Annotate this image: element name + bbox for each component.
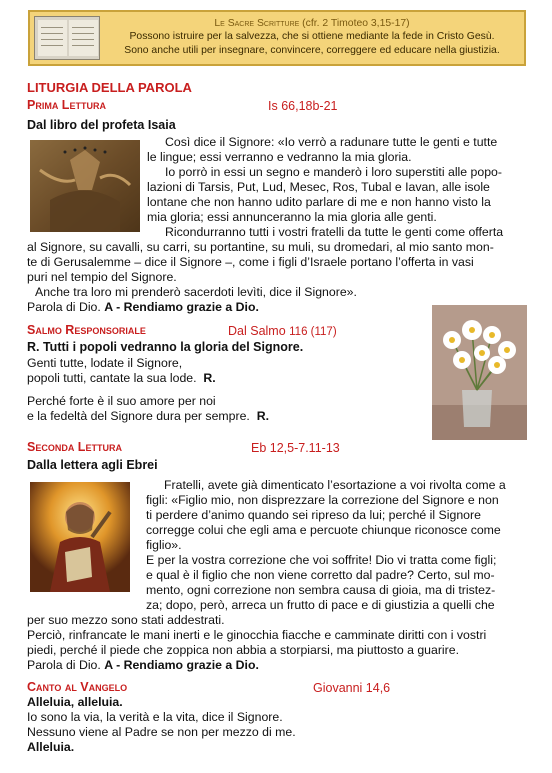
text-line: ti perdere d’animo quando sei ripreso da lui; perché il Signore — [146, 508, 481, 522]
second-reading-source: Dalla lettera agli Ebrei — [27, 458, 158, 472]
refrain-marker: R. — [256, 409, 270, 423]
banner-line: Possono istruire per la salvezza, che si ottiene mediante la fede in Cristo Gesù. — [129, 31, 495, 43]
text-line: Perciò, rinfrancate le mani inerti e le ginocchia fiacche e camminate diritti con i vostri — [27, 628, 487, 642]
psalm-ref — [228, 324, 337, 338]
gospel-acclamation-ref: Giovanni 14,6 — [313, 681, 391, 695]
header-banner — [28, 10, 526, 66]
banner-text — [102, 17, 522, 57]
daisies-vase-image — [432, 305, 527, 440]
first-reading-label: Prima Lettura — [27, 98, 106, 112]
psalm-label: Salmo Responsoriale — [27, 323, 146, 337]
psalm-ref-prefix: Dal Salmo — [228, 324, 290, 338]
text-line: popoli tutti, cantate la sua lode. — [27, 371, 197, 385]
second-reading-closing — [27, 658, 527, 673]
alleluia-line: Alleluia, alleluia. — [27, 695, 123, 709]
refrain-marker: R. — [203, 371, 216, 385]
text-line: e la fedeltà del Signore dura per sempre. — [27, 409, 250, 423]
closing-text: Parola di Dio. — [27, 658, 105, 672]
second-reading-ref: Eb 12,5-7.11-13 — [251, 441, 340, 455]
second-reading-label: Seconda Lettura — [27, 440, 122, 454]
text-line: Nessuno viene al Padre se non per mezzo di me. — [27, 725, 296, 739]
text-line: Genti tutte, lodate il Signore, — [27, 356, 183, 370]
alleluia-line: Alleluia. — [27, 740, 75, 754]
first-reading-text-full — [27, 240, 527, 315]
text-line: figli: «Figlio mio, non disprezzare la correzione del Signore e non — [146, 493, 499, 507]
psalm-refrain: R. Tutti i popoli vedranno la gloria del Signore. — [27, 340, 304, 354]
banner-line: Sono anche utili per insegnare, convincere, correggere ed educare nella giustizia. — [124, 44, 500, 56]
response-text: A - Rendiamo grazie a Dio. — [104, 658, 259, 672]
text-line: mia gloria; essi annunceranno la mia gloria alle genti. — [147, 210, 437, 224]
text-line: lontane che non hanno udito parlare di me e non hanno visto la — [147, 195, 491, 209]
saint-painting-image — [30, 482, 130, 592]
text-line: puri nel tempio del Signore. — [27, 270, 177, 284]
text-line: Così dice il Signore: «Io verrò a radunare tutte le genti e tutte — [165, 135, 498, 149]
banner-title — [102, 17, 522, 30]
banner-title-main: Le Sacre Scritture — [214, 18, 300, 29]
closing-text: Parola di Dio. — [27, 300, 105, 314]
psalm-text — [27, 356, 407, 424]
gospel-acclamation-label: Canto al Vangelo — [27, 680, 128, 694]
first-reading-text-wrapped — [147, 135, 525, 240]
text-line: piedi, perché il piede che zoppica non abbia a storpiarsi, ma piuttosto a guarire. — [27, 643, 460, 657]
text-line: le lingue; essi verranno e vedranno la mia gloria. — [147, 150, 412, 164]
gospel-acclamation-text — [27, 695, 527, 755]
text-line: figlio». — [146, 538, 182, 552]
text-line: corregge colui che egli ama e percuote chiunque riconosce come — [146, 523, 501, 537]
text-line: mento, ogni correzione non sembra causa di gioia, ma di tristez- — [146, 583, 496, 597]
text-line: E per la vostra correzione che voi soffrite! Dio vi tratta come figli; — [146, 553, 497, 567]
second-reading-text-wrapped — [146, 478, 526, 613]
text-line: lazioni di Tarsis, Put, Lud, Mesec, Ros, Tubal e Iavan, alle isole — [147, 180, 490, 194]
first-reading-ref: Is 66,18b-21 — [268, 99, 338, 113]
text-line: Fratelli, avete già dimenticato l’esortazione a voi rivolta come a — [164, 478, 506, 492]
text-line: al Signore, su cavalli, su carri, su portantine, su muli, su dromedari, al mio santo mon- — [27, 240, 494, 254]
bronze-relief-image — [30, 140, 140, 232]
text-line: per suo mezzo sono stati addestrati. — [27, 613, 225, 627]
first-reading-source: Dal libro del profeta Isaia — [27, 118, 176, 132]
text-line: za; dopo, però, arreca un frutto di pace e di giustizia a quelli che — [146, 598, 495, 612]
text-line: Io sono la via, la verità e la vita, dice il Signore. — [27, 710, 283, 724]
response-text: A - Rendiamo grazie a Dio. — [104, 300, 259, 314]
text-line: Anche tra loro mi prenderò sacerdoti levìti, dice il Signore». — [35, 285, 357, 299]
text-line: Ricondurranno tutti i vostri fratelli da tutte le genti come offerta — [165, 225, 504, 239]
second-reading-text-full — [27, 613, 527, 673]
text-line: Perché forte è il suo amore per noi — [27, 394, 216, 408]
open-book-image — [34, 16, 100, 60]
text-line: e qual è il figlio che non viene corretto dal padre? Certo, sul mo- — [146, 568, 495, 582]
banner-title-ref: (cfr. 2 Timoteo 3,15-17) — [299, 18, 410, 29]
page-title: LITURGIA DELLA PAROLA — [27, 80, 192, 95]
psalm-ref-num: 116 (117) — [289, 326, 337, 338]
text-line: te di Gerusalemme – dice il Signore –, come i figli d’Israele portano l’offerta in vasi — [27, 255, 474, 269]
text-line: Io porrò in essi un segno e manderò i loro superstiti alle popo- — [165, 165, 502, 179]
